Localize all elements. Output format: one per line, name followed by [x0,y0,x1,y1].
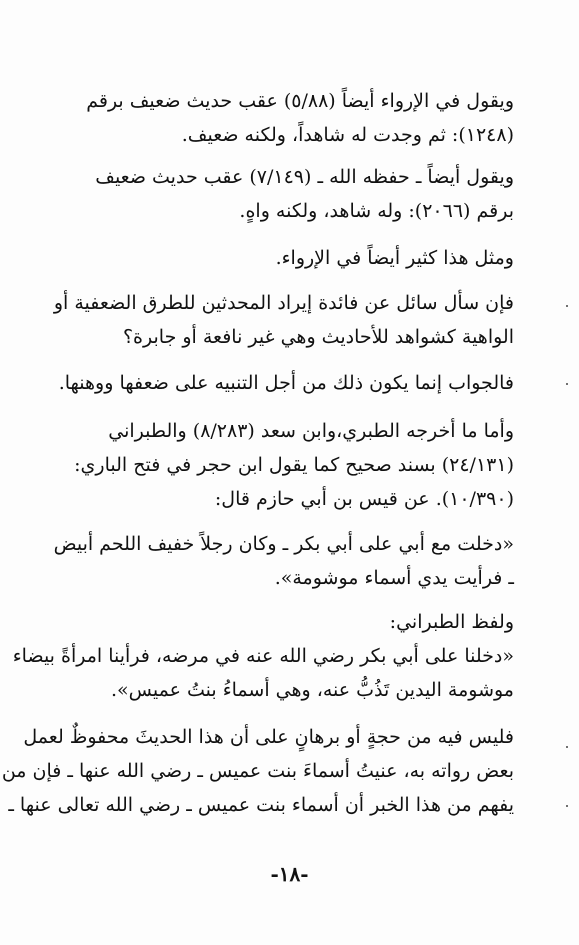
paragraph-6-line-3: (١٠/٣٩٠). عن قيس بن أبي حازم قال: [214,488,514,510]
paragraph-2-line-1: ويقول أيضاً ـ حفظه الله ـ (٧/١٤٩) عقب حديث ضعيف [95,166,514,188]
paragraph-4-line-1: فإن سأل سائل عن فائدة إيراد المحدثين للطرق الضعفية أو [53,292,514,314]
margin-speck [566,383,568,385]
paragraph-9 [1,720,514,822]
paragraph-9-line-2: بعض رواته به، عنيتُ أسماءَ بنت عميس ـ رضي الله عنها ـ فإن من [1,760,514,782]
paragraph-4 [53,286,514,354]
paragraph-3 [62,241,514,275]
paragraph-8-line-1: ولفظ الطبراني: [389,611,514,633]
page-number: -١٨- [270,862,309,886]
paragraph-7 [53,527,514,595]
paragraph-5 [58,366,514,400]
paragraph-8-line-3: موشومة اليدين تَذُبُّ عنه، وهي أسماءُ بنتُ عميس». [111,679,514,701]
paragraph-6-line-1: وأما ما أخرجه الطبري،وابن سعد (٨/٢٨٣) والطبراني [108,420,514,442]
paragraph-7-line-1: «دخلت مع أبي على أبي بكر ـ وكان رجلاً خفيف اللحم أبيض [53,533,514,555]
paragraph-9-line-3: يفهم من هذا الخبر أن أسماء بنت عميس ـ رضي الله تعالى عنها ـ [8,794,514,816]
paragraph-6 [62,414,514,516]
paragraph-3-line-1: ومثل هذا كثير أيضاً في الإرواء. [275,247,514,269]
paragraph-7-line-2: ـ فرأيت يدي أسماء موشومة». [274,567,514,589]
paragraph-1-line-1: ويقول في الإرواء أيضاً (٥/٨٨) عقب حديث ضعيف برقم [86,90,514,112]
margin-speck [566,746,568,748]
paragraph-6-line-2: (٢٤/١٣١) بسند صحيح كما يقول ابن حجر في فتح الباري: [74,454,514,476]
paragraph-1 [62,84,514,152]
margin-speck [566,805,568,807]
paragraph-5-line-1: فالجواب إنما يكون ذلك من أجل التنبيه على ضعفها ووهنها. [58,372,514,394]
paragraph-4-line-2: الواهية كشواهد للأحاديث وهي غير نافعة أو جابرة؟ [122,326,514,348]
paragraph-2-line-2: برقم (٢٠٦٦): وله شاهد، ولكنه واهٍ. [239,200,514,222]
paragraph-8 [12,605,514,707]
margin-speck [566,305,568,307]
paragraph-9-line-1: فليس فيه من حجةٍ أو برهانٍ على أن هذا الحديثَ محفوظٌ لعمل [23,726,514,748]
paragraph-1-line-2: (١٢٤٨): ثم وجدت له شاهداً، ولكنه ضعيف. [181,124,514,146]
paragraph-2 [62,160,514,228]
paragraph-8-line-2: «دخلنا على أبي بكر رضي الله عنه في مرضه، فرأينا امرأةً بيضاء [12,645,514,667]
